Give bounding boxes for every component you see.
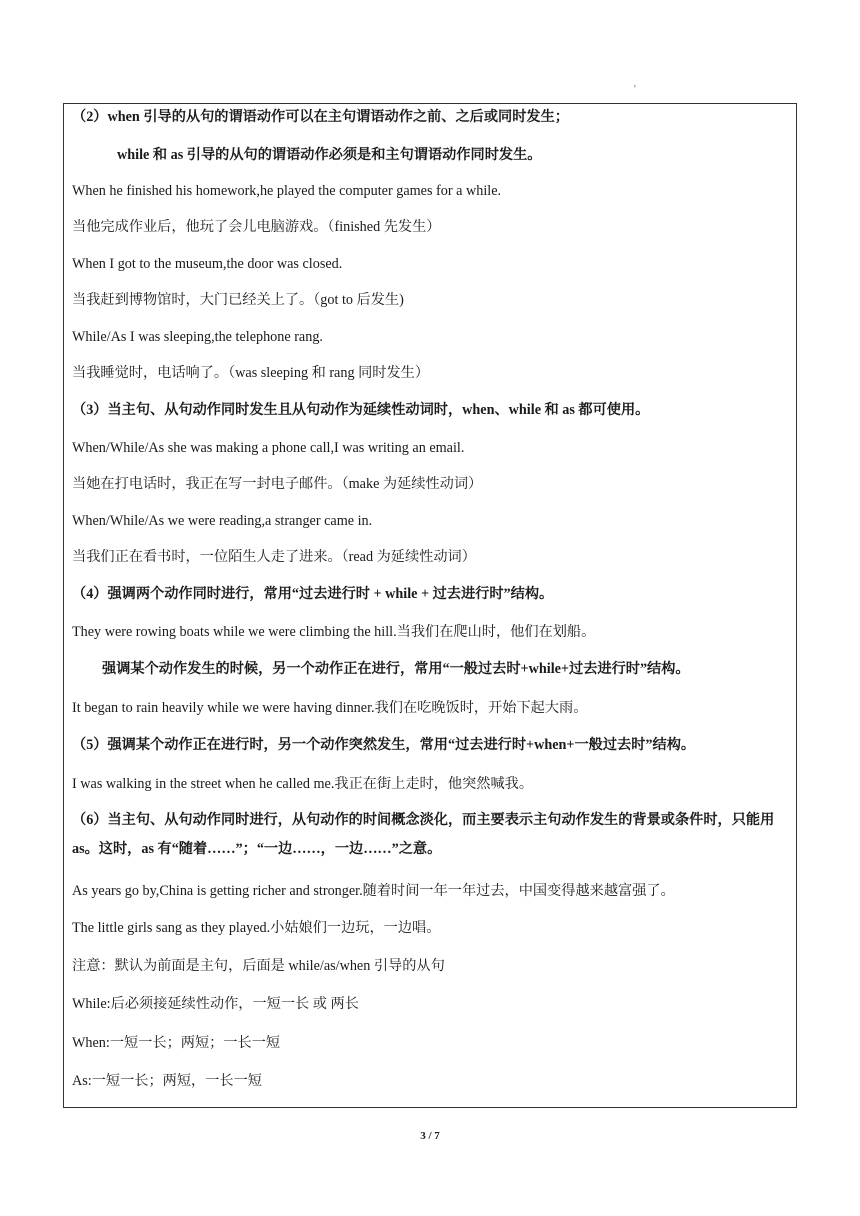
example-line: While/As I was sleeping,the telephone rang. <box>72 329 323 345</box>
example-line: When/While/As she was making a phone call,I was writing an email. <box>72 440 465 456</box>
example-line: When I got to the museum,the door was closed. <box>72 256 343 272</box>
note-line: As:一短一长；两短，一长一短 <box>72 1073 262 1089</box>
heading-4: （4）强调两个动作同时进行，常用“过去进行时 + while + 过去进行时”结构。 <box>72 586 554 602</box>
heading-2: （2）when 引导的从句的谓语动作可以在主句谓语动作之前、之后或同时发生； <box>72 109 569 125</box>
heading-3: （3）当主句、从句动作同时发生且从句动作为延续性动词时，when、while 和 as 都可使用。 <box>72 402 650 418</box>
example-line: When/While/As we were reading,a stranger came in. <box>72 513 373 529</box>
note-line: While:后必须接延续性动作，一短一长 或 两长 <box>72 996 359 1012</box>
example-line: 当我赶到博物馆时，大门已经关上了。（got to 后发生) <box>72 292 404 308</box>
heading-4-cont: 强调某个动作发生的时候，另一个动作正在进行，常用“一般过去时+while+过去进行时”结构。 <box>102 661 690 677</box>
example-line: They were rowing boats while we were climbing the hill.当我们在爬山时，他们在划船。 <box>72 624 596 640</box>
content-box <box>63 103 797 1108</box>
heading-5: （5）强调某个动作正在进行时，另一个动作突然发生，常用“过去进行时+when+一般过去时”结构。 <box>72 737 696 753</box>
heading-6: （6）当主句、从句动作同时进行，从句动作的时间概念淡化，而主要表示主句动作发生的背景或条件时，只能用 as。这时，as 有“随着……”；“一边……，一边……”之意。 <box>72 812 775 857</box>
page-number: 3 / 7 <box>420 1130 440 1142</box>
example-line: When he finished his homework,he played the computer games for a while. <box>72 183 502 199</box>
example-line: 当我们正在看书时，一位陌生人走了进来。（read 为延续性动词） <box>72 549 476 565</box>
example-line: As years go by,China is getting richer and stronger.随着时间一年一年过去，中国变得越来越富强了。 <box>72 883 675 899</box>
example-line: 当她在打电话时，我正在写一封电子邮件。（make 为延续性动词） <box>72 476 483 492</box>
note-line: 注意：默认为前面是主句，后面是 while/as/when 引导的从句 <box>72 958 445 974</box>
example-line: I was walking in the street when he called me.我正在街上走时，他突然喊我。 <box>72 776 534 792</box>
example-line: It began to rain heavily while we were having dinner.我们在吃晚饭时，开始下起大雨。 <box>72 700 588 716</box>
note-line: When:一短一长；两短；一长一短 <box>72 1035 281 1051</box>
example-line: 当他完成作业后，他玩了会儿电脑游戏。（finished 先发生） <box>72 219 441 235</box>
example-line: 当我睡觉时，电话响了。（was sleeping 和 rang 同时发生） <box>72 365 430 381</box>
heading-2-cont: while 和 as 引导的从句的谓语动作必须是和主句谓语动作同时发生。 <box>117 147 542 163</box>
example-line: The little girls sang as they played.小姑娘们一边玩，一边唱。 <box>72 920 441 936</box>
corner-mark: ' <box>634 84 636 95</box>
